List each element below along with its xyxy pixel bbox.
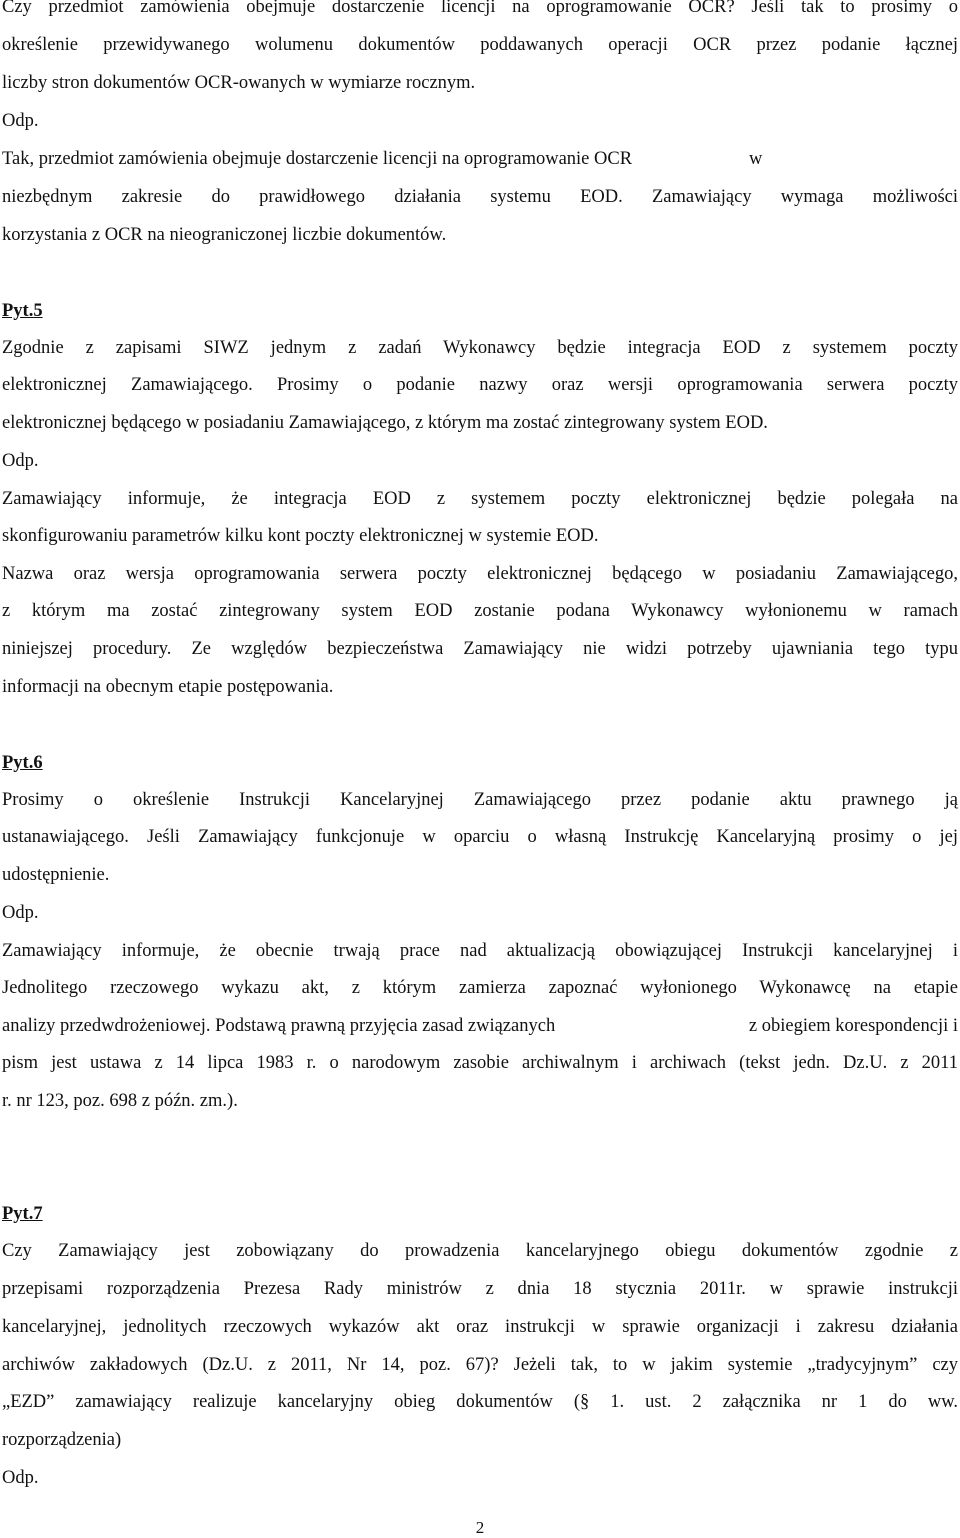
question-6-answer-line-2: Jednolitego rzeczowego wykazu akt, z którym zamierza zapoznać wyłonionego Wykonawcę na etapie — [2, 978, 958, 998]
question-7-answer-label: Odp. — [2, 1468, 39, 1488]
intro-answer-line-1-text: Tak, przedmiot zamówienia obejmuje dostarczenie licencji na oprogramowanie OCR — [2, 149, 633, 169]
question-5-line-1: Zgodnie z zapisami SIWZ jednym z zadań Wykonawcy będzie integracja EOD z systemem poczty — [2, 338, 958, 358]
question-5-answer-line-5: niniejszej procedury. Ze względów bezpieczeństwa Zamawiający nie widzi potrzeby ujawniania tego typu — [2, 639, 958, 659]
intro-answer-line-1 — [2, 149, 958, 169]
question-6-answer-line-4: pism jest ustawa z 14 lipca 1983 r. o narodowym zasobie archiwalnym i archiwach (tekst jedn. Dz.U. z 2011 — [2, 1053, 958, 1073]
intro-question-line-3: liczby stron dokumentów OCR-owanych w wymiarze rocznym. — [2, 73, 476, 93]
question-5-answer-label: Odp. — [2, 451, 39, 471]
question-6-line-2: ustanawiającego. Jeśli Zamawiający funkcjonuje w oparciu o własną Instrukcję Kancelaryjną prosimy o jej — [2, 827, 958, 847]
question-7-line-4: archiwów zakładowych (Dz.U. z 2011, Nr 14, poz. 67)? Jeżeli tak, to w jakim systemie „tradycyjnym” czy — [2, 1355, 958, 1375]
question-6-answer-line-3-tail: z obiegiem korespondencji i — [748, 1016, 958, 1036]
question-5-answer-line-4: z którym ma zostać zintegrowany system EOD zostanie podana Wykonawcy wyłonionemu w ramach — [2, 601, 958, 621]
intro-question-line-2: określenie przewidywanego wolumenu dokumentów poddawanych operacji OCR przez podanie łącznej — [2, 35, 958, 55]
question-6-heading: Pyt.6 — [2, 753, 43, 773]
question-5-answer-line-3: Nazwa oraz wersja oprogramowania serwera poczty elektronicznej będącego w posiadaniu Zamawiającego, — [2, 564, 958, 584]
question-5-answer-line-2: skonfigurowaniu parametrów kilku kont poczty elektronicznej w systemie EOD. — [2, 526, 599, 546]
intro-answer-line-3: korzystania z OCR na nieograniczonej liczbie dokumentów. — [2, 225, 447, 245]
question-6-line-3: udostępnienie. — [2, 865, 110, 885]
question-7-line-3: kancelaryjnej, jednolitych rzeczowych wykazów akt oraz instrukcji w sprawie organizacji i zakresu działania — [2, 1317, 958, 1337]
question-6-answer-line-1: Zamawiający informuje, że obecnie trwają prace nad aktualizacją obowiązującej Instrukcji kancelaryjnej i — [2, 941, 958, 961]
question-7-line-5: „EZD” zamawiający realizuje kancelaryjny obieg dokumentów (§ 1. ust. 2 załącznika nr 1 do ww. — [2, 1392, 958, 1412]
question-5-answer-line-6: informacji na obecnym etapie postępowania. — [2, 677, 334, 697]
intro-answer-label: Odp. — [2, 111, 39, 131]
question-7-line-1: Czy Zamawiający jest zobowiązany do prowadzenia kancelaryjnego obiegu dokumentów zgodnie z — [2, 1241, 958, 1261]
page-number: 2 — [475, 1518, 485, 1537]
question-6-answer-line-5: r. nr 123, poz. 698 z późn. zm.). — [2, 1091, 238, 1111]
question-5-heading: Pyt.5 — [2, 301, 43, 321]
intro-answer-line-1-tail: w — [749, 149, 763, 169]
question-5-answer-line-1: Zamawiający informuje, że integracja EOD z systemem poczty elektronicznej będzie polegała na — [2, 489, 958, 509]
question-7-heading: Pyt.7 — [2, 1204, 43, 1224]
question-5-line-3: elektronicznej będącego w posiadaniu Zamawiającego, z którym ma zostać zintegrowany system EOD. — [2, 413, 768, 433]
question-7-line-2: przepisami rozporządzenia Prezesa Rady ministrów z dnia 18 stycznia 2011r. w sprawie instrukcji — [2, 1279, 958, 1299]
question-7-line-6: rozporządzenia) — [2, 1430, 122, 1450]
question-6-answer-line-3 — [2, 1016, 958, 1036]
intro-question-line-1: Czy przedmiot zamówienia obejmuje dostarczenie licencji na oprogramowanie OCR? Jeśli tak to prosimy o — [2, 0, 958, 17]
question-5-line-2: elektronicznej Zamawiającego. Prosimy o podanie nazwy oraz wersji oprogramowania serwera poczty — [2, 375, 958, 395]
intro-answer-line-2: niezbędnym zakresie do prawidłowego działania systemu EOD. Zamawiający wymaga możliwości — [2, 187, 958, 207]
question-6-answer-label: Odp. — [2, 903, 39, 923]
question-6-answer-line-3-text: analizy przedwdrożeniowej. Podstawą prawną przyjęcia zasad związanych — [2, 1016, 556, 1036]
question-6-line-1: Prosimy o określenie Instrukcji Kancelaryjnej Zamawiającego przez podanie aktu prawnego ją — [2, 790, 958, 810]
